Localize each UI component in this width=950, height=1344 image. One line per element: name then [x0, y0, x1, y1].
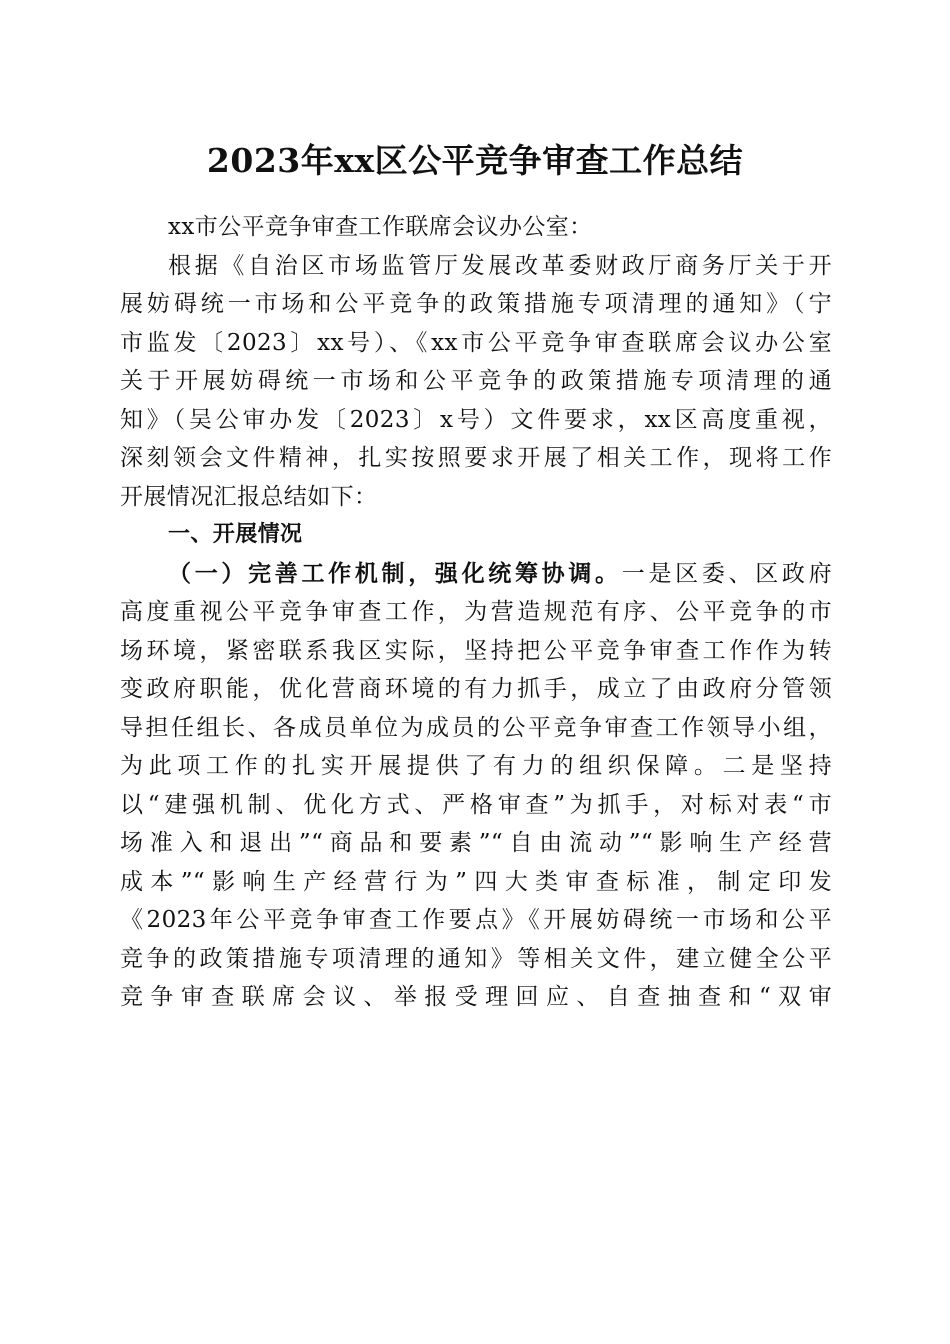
- document-title: 2023年xx区公平竞争审查工作总结: [206, 141, 744, 180]
- addressee-line: xx市公平竞争审查工作联席会议办公室：: [168, 214, 593, 240]
- paragraph-line: 竞争的政策措施专项清理的通知》等相关文件，建立健全公平: [120, 945, 832, 972]
- paragraph-line: 关于开展妨碍统一市场和公平竞争的政策措施专项清理的通: [120, 368, 832, 394]
- paragraph-line: 根据《自治区市场监管厅发展改革委财政厅商务厅关于开: [168, 252, 832, 279]
- paragraph-line: 为此项工作的扎实开展提供了有力的组织保障。二是坚持: [120, 753, 832, 779]
- document-body: [120, 208, 832, 1017]
- paragraph-line: 深刻领会文件精神，扎实按照要求开展了相关工作，现将工作: [120, 445, 832, 471]
- paragraph-line: 场环境，紧密联系我区实际，坚持把公平竞争审查工作作为转: [120, 637, 832, 664]
- section-heading: 一、开展情况: [168, 522, 303, 547]
- paragraph-line: 竞争审查联席会议、举报受理回应、自查抽查和“双审: [120, 984, 832, 1010]
- subsection-heading: （一）完善工作机制，强化统筹协调。: [168, 559, 622, 587]
- paragraph-line: 导担任组长、各成员单位为成员的公平竞争审查工作领导小组，: [120, 714, 832, 741]
- paragraph-line: 知》（吴公审办发〔2023〕x号）文件要求，xx区高度重视，: [120, 406, 832, 433]
- paragraph-line: 《2023年公平竞争审查工作要点》《开展妨碍统一市场和公平: [120, 907, 832, 933]
- subsection-line: [120, 555, 832, 594]
- paragraph-line: 成本”“影响生产经营行为”四大类审查标准，制定印发: [120, 868, 832, 895]
- paragraph-line: 开展情况汇报总结如下：: [120, 483, 378, 510]
- paragraph-line: 变政府职能，优化营商环境的有力抓手，成立了由政府分管领: [120, 676, 832, 702]
- paragraph-line: 市监发〔2023〕xx号）、《xx市公平竞争审查联席会议办公室: [120, 329, 832, 356]
- paragraph-text: 一是区委、区政府: [621, 560, 832, 587]
- paragraph-line: 场准入和退出”“商品和要素”“自由流动”“影响生产经营: [120, 830, 832, 856]
- paragraph-line: 展妨碍统一市场和公平竞争的政策措施专项清理的通知》（宁: [120, 291, 832, 317]
- paragraph-line: 高度重视公平竞争审查工作，为营造规范有序、公平竞争的市: [120, 599, 832, 625]
- paragraph-line: 以“建强机制、优化方式、严格审查”为抓手，对标对表“市: [120, 791, 832, 818]
